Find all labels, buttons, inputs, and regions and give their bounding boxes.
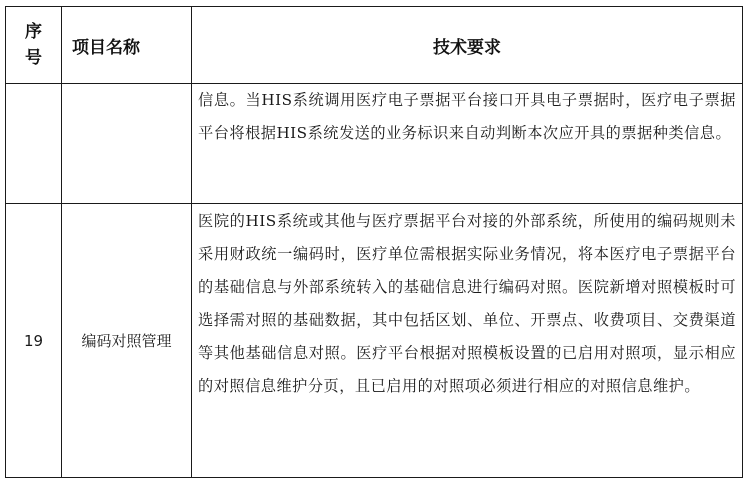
header-seq-line1: 序 — [25, 22, 42, 42]
row-item: 编码对照管理 — [62, 204, 192, 478]
table-header-row — [6, 7, 743, 84]
spec-table — [5, 6, 743, 478]
table-row — [6, 204, 743, 478]
row-requirement-cell — [192, 84, 743, 204]
row-requirement: 医院的HIS系统或其他与医疗票据平台对接的外部系统，所使用的编码规则未采用财政统一编码时，医疗单位需根据实际业务情况，将本医疗电子票据平台的基础信息与外部系统转入的基础信息进行编码对照。医院新增对照模板时可选择需对照的基础数据，其中包括区划、单位、开票点、收费项目、交费渠道等其他基础信息对照。医疗平台根据对照模板设置的已启用对照项，显示相应的对照信息维护分页，且已启用的对照项必须进行相应的对照信息维护。 — [198, 212, 736, 395]
table-row — [6, 84, 743, 204]
header-seq — [6, 7, 62, 84]
header-seq-line2: 号 — [25, 48, 42, 68]
row-seq: 19 — [6, 204, 62, 478]
row-item — [62, 84, 192, 204]
row-requirement-cell — [192, 204, 743, 478]
row-seq — [6, 84, 62, 204]
row-requirement: 信息。当HIS系统调用医疗电子票据平台接口开具电子票据时，医疗电子票据平台将根据HIS系统发送的业务标识来自动判断本次应开具的票据种类信息。 — [198, 91, 736, 142]
header-requirement: 技术要求 — [192, 7, 743, 84]
header-item-name: 项目名称 — [62, 7, 192, 84]
